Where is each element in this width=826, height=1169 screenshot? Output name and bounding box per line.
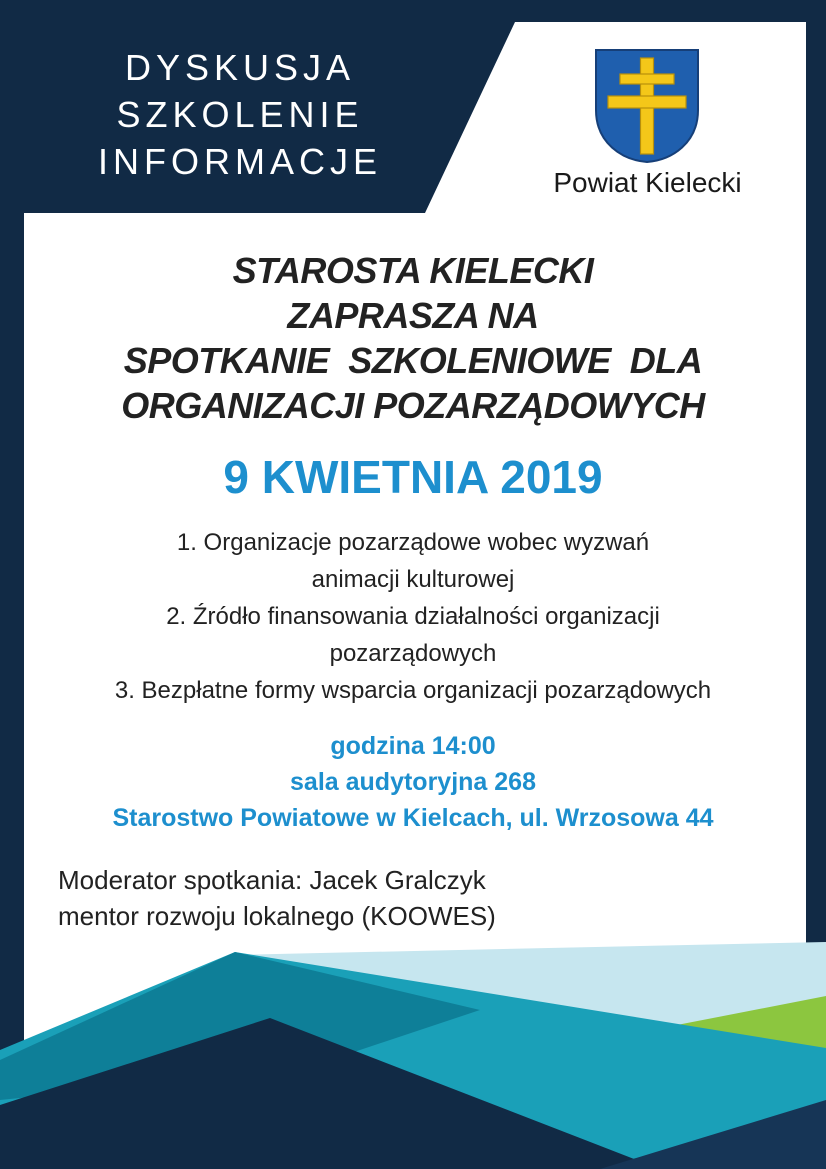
- tagline-line-2: SZKOLENIE: [116, 94, 364, 135]
- headline-line-4: ORGANIZACJI POZARZĄDOWYCH: [121, 385, 705, 426]
- agenda-line: animacji kulturowej: [311, 566, 515, 593]
- event-venue: Starostwo Powiatowe w Kielcach, ul. Wrzosowa 44: [112, 804, 714, 832]
- event-details: [30, 728, 796, 836]
- moderator-info: [58, 862, 758, 934]
- tagline-line-1: DYSKUSJA: [124, 47, 356, 88]
- header-tagline: [60, 44, 420, 185]
- agenda-line: pozarządowych: [329, 640, 497, 667]
- headline: [40, 248, 786, 428]
- moderator-role: mentor rozwoju lokalnego (KOOWES): [58, 901, 496, 931]
- headline-line-2: ZAPRASZA NA: [287, 295, 539, 336]
- event-room: sala audytoryjna 268: [290, 768, 536, 796]
- agenda-line: 2. Źródło finansowania działalności organizacji: [166, 603, 660, 630]
- agenda: [30, 524, 796, 709]
- brand-name: Powiat Kielecki: [553, 167, 742, 198]
- headline-line-1: STAROSTA KIELECKI: [232, 250, 594, 291]
- event-date: 9 KWIETNIA 2019: [223, 451, 603, 503]
- event-time: godzina 14:00: [330, 732, 496, 760]
- agenda-line: 1. Organizacje pozarządowe wobec wyzwań: [176, 529, 650, 556]
- tagline-line-3: INFORMACJE: [98, 141, 382, 182]
- moderator-name: Moderator spotkania: Jacek Gralczyk: [58, 865, 486, 895]
- headline-line-3: SPOTKANIE SZKOLENIOWE DLA: [123, 340, 703, 381]
- agenda-line: 3. Bezpłatne formy wsparcia organizacji pozarządowych: [114, 677, 712, 704]
- double-cross-coat-of-arms-icon: [594, 48, 700, 164]
